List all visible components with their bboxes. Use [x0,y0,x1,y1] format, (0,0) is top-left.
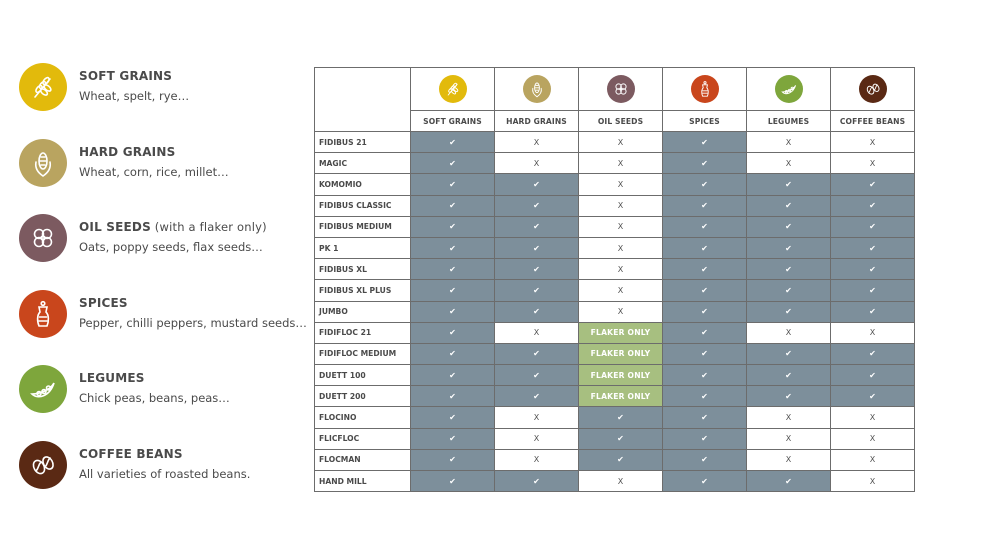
check-mark-icon: ✔ [663,428,747,449]
legend-title-text: HARD GRAINS [79,144,176,159]
row-product-name: FIDIBUS XL PLUS [315,280,411,301]
pea-pod-icon [19,365,67,413]
check-mark-icon: ✔ [411,153,495,174]
legend-title [79,371,145,385]
check-mark-icon: ✔ [411,449,495,470]
check-mark-icon: ✔ [411,174,495,195]
legend-description: Chick peas, beans, peas… [79,391,230,405]
row-product-name: DUETT 200 [315,386,411,407]
legend-title-text: OIL SEEDS [79,220,151,234]
cross-mark: X [831,153,915,174]
table-row [315,259,915,280]
table-row [315,322,915,343]
table-row [315,407,915,428]
check-mark-icon: ✔ [747,386,831,407]
column-header: LEGUMES [747,111,831,132]
cross-mark: X [579,301,663,322]
legend-item [19,214,309,290]
cross-mark: X [831,449,915,470]
row-product-name: JUMBO [315,301,411,322]
check-mark-icon: ✔ [495,280,579,301]
legend-title-text: LEGUMES [79,371,145,385]
cross-mark: X [831,407,915,428]
check-mark-icon: ✔ [747,471,831,492]
category-legend [19,63,309,516]
row-product-name: FIDIFLOC 21 [315,322,411,343]
check-mark-icon: ✔ [747,195,831,216]
check-mark-icon: ✔ [663,471,747,492]
cross-mark: X [495,407,579,428]
pepper-mill-icon [19,290,67,338]
legend-item [19,365,309,441]
row-product-name: KOMOMIO [315,174,411,195]
row-product-name: MAGIC [315,153,411,174]
table-row [315,280,915,301]
table-row [315,428,915,449]
cross-mark: X [747,428,831,449]
row-product-name: FLICFLOC [315,428,411,449]
cross-mark: X [747,132,831,153]
check-mark-icon: ✔ [747,365,831,386]
check-mark-icon: ✔ [411,343,495,364]
cross-mark: X [495,132,579,153]
check-mark-icon: ✔ [747,343,831,364]
table-row [315,471,915,492]
legend-item [19,139,309,215]
cross-mark: X [579,195,663,216]
column-header: COFFEE BEANS [831,111,915,132]
cross-mark: X [579,471,663,492]
check-mark-icon: ✔ [579,428,663,449]
legend-description: Wheat, corn, rice, millet… [79,164,229,179]
check-mark-icon: ✔ [495,301,579,322]
table-row [315,153,915,174]
row-product-name: FIDIFLOC MEDIUM [315,343,411,364]
table-body [315,132,915,492]
cross-mark: X [831,132,915,153]
table-row [315,449,915,470]
cross-mark: X [831,471,915,492]
blank-corner-cell [315,68,411,132]
check-mark-icon: ✔ [831,301,915,322]
check-mark-icon: ✔ [411,322,495,343]
check-mark-icon: ✔ [747,259,831,280]
legend-description: Wheat, spelt, rye… [79,89,190,103]
check-mark-icon: ✔ [411,237,495,258]
legend-title-text: SOFT GRAINS [79,69,173,83]
check-mark-icon: ✔ [747,237,831,258]
legend-title [79,447,183,461]
seeds-icon [19,214,67,262]
check-mark-icon: ✔ [663,216,747,237]
check-mark-icon: ✔ [495,237,579,258]
check-mark-icon: ✔ [747,174,831,195]
check-mark-icon: ✔ [663,407,747,428]
check-mark-icon: ✔ [663,153,747,174]
check-mark-icon: ✔ [411,216,495,237]
cross-mark: X [579,153,663,174]
table-row [315,132,915,153]
check-mark-icon: ✔ [495,471,579,492]
check-mark-icon: ✔ [411,428,495,449]
column-icon-cell [411,68,495,111]
column-header: OIL SEEDS [579,111,663,132]
cross-mark: X [831,428,915,449]
cross-mark: X [579,174,663,195]
legend-description: Oats, poppy seeds, flax seeds… [79,240,263,254]
coffee-bean-icon [859,75,887,103]
mill-compatibility-table [314,67,915,492]
check-mark-icon: ✔ [663,301,747,322]
column-header: HARD GRAINS [495,111,579,132]
row-product-name: DUETT 100 [315,365,411,386]
check-mark-icon: ✔ [831,237,915,258]
corn-icon [523,75,551,103]
check-mark-icon: ✔ [747,301,831,322]
check-mark-icon: ✔ [663,386,747,407]
check-mark-icon: ✔ [579,407,663,428]
row-product-name: FLOCMAN [315,449,411,470]
check-mark-icon: ✔ [411,280,495,301]
cross-mark: X [495,449,579,470]
table-row [315,195,915,216]
cross-mark: X [495,428,579,449]
row-product-name: FIDIBUS 21 [315,132,411,153]
check-mark-icon: ✔ [495,195,579,216]
check-mark-icon: ✔ [747,280,831,301]
table-row [315,216,915,237]
check-mark-icon: ✔ [663,132,747,153]
column-icon-cell [831,68,915,111]
legend-title [79,145,175,159]
check-mark-icon: ✔ [411,407,495,428]
column-header: SOFT GRAINS [411,111,495,132]
check-mark-icon: ✔ [663,259,747,280]
table-icon-row [315,68,915,111]
corn-icon [19,139,67,187]
row-product-name: PK 1 [315,237,411,258]
check-mark-icon: ✔ [495,365,579,386]
cross-mark: X [831,322,915,343]
check-mark-icon: ✔ [495,343,579,364]
row-product-name: HAND MILL [315,471,411,492]
flaker-only-badge: FLAKER ONLY [579,343,663,364]
check-mark-icon: ✔ [663,195,747,216]
check-mark-icon: ✔ [831,259,915,280]
table-row [315,365,915,386]
cross-mark: X [747,407,831,428]
check-mark-icon: ✔ [831,174,915,195]
legend-title [79,69,172,83]
legend-item [19,441,309,517]
check-mark-icon: ✔ [663,322,747,343]
cross-mark: X [495,322,579,343]
legend-title-note: (with a flaker only) [150,220,267,234]
legend-item [19,63,309,139]
cross-mark: X [579,280,663,301]
flaker-only-badge: FLAKER ONLY [579,365,663,386]
check-mark-icon: ✔ [579,449,663,470]
cross-mark: X [579,216,663,237]
check-mark-icon: ✔ [747,216,831,237]
legend-title [79,220,267,234]
cross-mark: X [747,322,831,343]
table-row [315,343,915,364]
wheat-icon [19,63,67,111]
check-mark-icon: ✔ [663,365,747,386]
row-product-name: FIDIBUS MEDIUM [315,216,411,237]
check-mark-icon: ✔ [411,195,495,216]
check-mark-icon: ✔ [831,365,915,386]
legend-item [19,290,309,366]
check-mark-icon: ✔ [831,280,915,301]
row-product-name: FLOCINO [315,407,411,428]
wheat-icon [439,75,467,103]
cross-mark: X [579,132,663,153]
table-row [315,174,915,195]
check-mark-icon: ✔ [495,259,579,280]
check-mark-icon: ✔ [831,386,915,407]
check-mark-icon: ✔ [663,174,747,195]
cross-mark: X [495,153,579,174]
legend-title-text: SPICES [79,295,128,310]
column-icon-cell [495,68,579,111]
check-mark-icon: ✔ [663,280,747,301]
table-row [315,301,915,322]
column-icon-cell [663,68,747,111]
check-mark-icon: ✔ [495,386,579,407]
flaker-only-badge: FLAKER ONLY [579,322,663,343]
table-row [315,237,915,258]
check-mark-icon: ✔ [411,386,495,407]
check-mark-icon: ✔ [663,449,747,470]
coffee-bean-icon [19,441,67,489]
check-mark-icon: ✔ [411,471,495,492]
check-mark-icon: ✔ [831,343,915,364]
table-row [315,386,915,407]
legend-description: Pepper, chilli peppers, mustard seeds… [79,315,307,330]
column-icon-cell [579,68,663,111]
column-header: SPICES [663,111,747,132]
check-mark-icon: ✔ [831,216,915,237]
check-mark-icon: ✔ [411,301,495,322]
check-mark-icon: ✔ [663,237,747,258]
row-product-name: FIDIBUS CLASSIC [315,195,411,216]
cross-mark: X [747,449,831,470]
legend-title-text: COFFEE BEANS [79,446,183,461]
cross-mark: X [579,259,663,280]
legend-title [79,296,128,310]
cross-mark: X [579,237,663,258]
pea-pod-icon [775,75,803,103]
row-product-name: FIDIBUS XL [315,259,411,280]
check-mark-icon: ✔ [663,343,747,364]
legend-description: All varieties of roasted beans. [79,466,251,481]
check-mark-icon: ✔ [831,195,915,216]
flaker-only-badge: FLAKER ONLY [579,386,663,407]
seeds-icon [607,75,635,103]
check-mark-icon: ✔ [411,365,495,386]
column-icon-cell [747,68,831,111]
pepper-mill-icon [691,75,719,103]
check-mark-icon: ✔ [495,216,579,237]
check-mark-icon: ✔ [495,174,579,195]
check-mark-icon: ✔ [411,259,495,280]
check-mark-icon: ✔ [411,132,495,153]
cross-mark: X [747,153,831,174]
